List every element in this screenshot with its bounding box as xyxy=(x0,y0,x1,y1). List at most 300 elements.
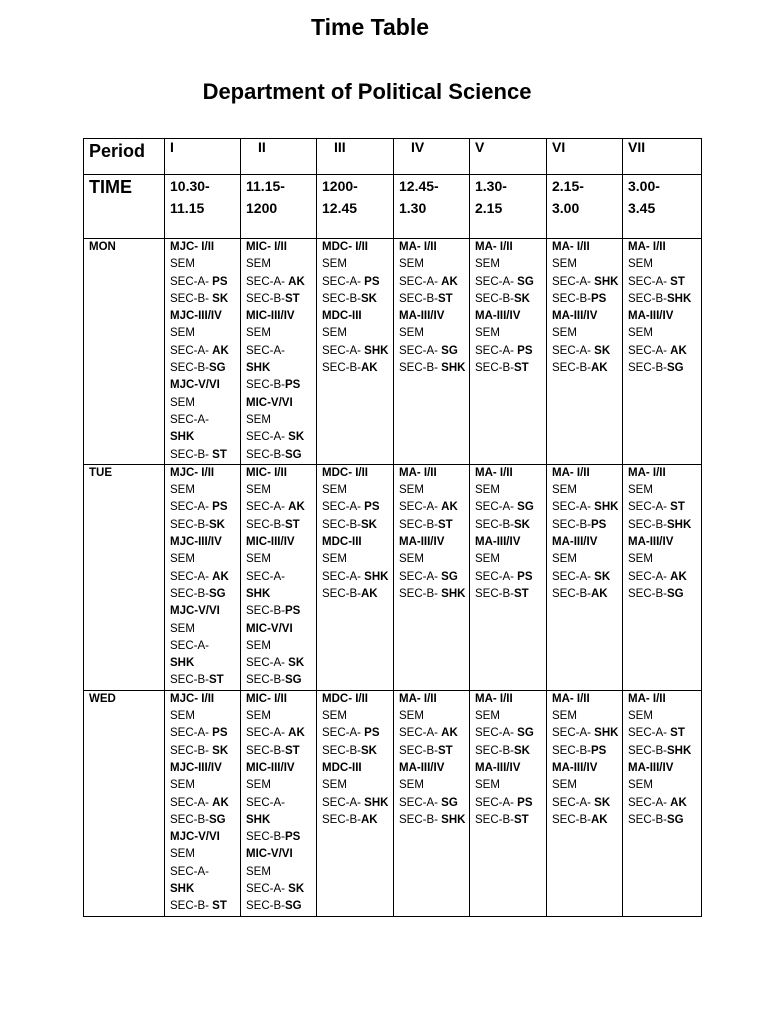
teacher-code: AK xyxy=(590,813,608,826)
schedule-text: SEC-B- xyxy=(552,292,591,305)
teacher-code: ST xyxy=(437,292,453,305)
schedule-text: SEC-A- xyxy=(170,865,209,878)
teacher-code: PS xyxy=(284,605,301,618)
schedule-line xyxy=(628,777,701,794)
teacher-code: MA- I/II xyxy=(552,466,590,479)
schedule-line xyxy=(246,760,316,777)
teacher-code: PS xyxy=(517,570,533,583)
schedule-line xyxy=(322,308,393,325)
schedule-text: SEC-A- xyxy=(399,344,442,357)
schedule-line xyxy=(246,325,316,342)
schedule-text: SEC-B- xyxy=(246,900,285,913)
schedule-line xyxy=(322,360,393,377)
schedule-text: SEM xyxy=(246,327,271,340)
teacher-code: SK xyxy=(288,431,305,444)
schedule-text: SEM xyxy=(170,327,195,340)
time-label: TIME xyxy=(84,175,165,239)
schedule-line xyxy=(628,274,701,291)
schedule-text: SEC-A- xyxy=(552,570,595,583)
time-row xyxy=(84,175,702,239)
teacher-code: AK xyxy=(212,796,229,809)
schedule-line xyxy=(552,256,622,273)
schedule-text: SEC-A- xyxy=(628,727,671,740)
schedule-text: SEC-A- xyxy=(246,727,289,740)
time-slot-line: 1.30- xyxy=(475,178,507,194)
schedule-text: SEC-A- xyxy=(170,639,209,652)
period-cell: IV xyxy=(394,139,470,175)
time-slot-line: 1.30 xyxy=(399,200,427,216)
schedule-text: SEC-A- xyxy=(246,275,289,288)
schedule-text: SEC-B- xyxy=(246,518,285,531)
schedule-text: SEC-B- xyxy=(475,518,514,531)
schedule-line xyxy=(552,291,622,308)
schedule-line xyxy=(552,308,622,325)
schedule-text: SEC-B- xyxy=(552,518,591,531)
teacher-code: SHK xyxy=(666,518,692,531)
schedule-text: SEM xyxy=(322,710,347,723)
teacher-code: MIC- I/II xyxy=(246,241,287,253)
schedule-line xyxy=(170,898,240,915)
teacher-code: AK xyxy=(212,344,229,357)
time-slot-line: 11.15 xyxy=(170,200,205,216)
schedule-line xyxy=(552,569,622,586)
teacher-code: MJC-V/VI xyxy=(170,379,220,392)
schedule-line xyxy=(399,517,469,534)
teacher-code: AK xyxy=(441,275,458,288)
schedule-line xyxy=(399,551,469,568)
teacher-code: ST xyxy=(513,362,529,375)
schedule-text: SEM xyxy=(552,710,577,723)
schedule-text: SEC-B- xyxy=(628,292,667,305)
schedule-text: SEM xyxy=(322,327,347,340)
schedule-line xyxy=(399,777,469,794)
teacher-code: MIC- I/II xyxy=(246,692,287,705)
schedule-text: SEC-A- xyxy=(475,501,518,514)
schedule-text: SEC-B- xyxy=(399,587,442,600)
schedule-line xyxy=(170,743,240,760)
time-slot-line: 1200- xyxy=(322,178,358,194)
schedule-text: SEC-B- xyxy=(475,813,514,826)
schedule-line xyxy=(170,517,240,534)
schedule-line xyxy=(475,239,546,256)
schedule-line xyxy=(170,655,240,672)
schedule-cell xyxy=(547,690,623,916)
teacher-code: PS xyxy=(590,744,607,757)
teacher-code: MA- I/II xyxy=(475,692,513,705)
schedule-line xyxy=(170,325,240,342)
schedule-text: SEM xyxy=(322,553,347,566)
schedule-line xyxy=(628,517,701,534)
teacher-code: ST xyxy=(284,518,300,531)
schedule-line xyxy=(322,291,393,308)
day-label: TUE xyxy=(84,464,165,690)
teacher-code: SHK xyxy=(594,501,619,514)
schedule-line xyxy=(246,708,316,725)
schedule-text: SEC-B- xyxy=(170,292,213,305)
schedule-text: SEC-B- xyxy=(170,744,213,757)
schedule-line xyxy=(246,274,316,291)
schedule-cell xyxy=(394,464,470,690)
teacher-code: SG xyxy=(666,813,684,826)
schedule-cell xyxy=(470,464,547,690)
schedule-text: SEC-A- xyxy=(170,275,213,288)
period-cell: V xyxy=(470,139,547,175)
schedule-text: SEC-A- xyxy=(399,501,442,514)
teacher-code: SG xyxy=(208,813,226,826)
schedule-text: SEC-B- xyxy=(322,587,361,600)
teacher-code: MA-III/IV xyxy=(399,761,445,774)
schedule-text: SEM xyxy=(399,710,424,723)
schedule-text: SEM xyxy=(246,865,271,878)
schedule-line xyxy=(170,672,240,689)
teacher-code: SHK xyxy=(364,796,389,809)
schedule-line xyxy=(399,482,469,499)
schedule-text: SEM xyxy=(246,710,271,723)
schedule-line xyxy=(246,898,316,915)
schedule-cell xyxy=(317,690,394,916)
teacher-code: MJC-V/VI xyxy=(170,605,220,618)
schedule-text: SEC-A- xyxy=(399,275,442,288)
schedule-text: SEM xyxy=(399,484,424,497)
schedule-line xyxy=(246,256,316,273)
schedule-line xyxy=(475,743,546,760)
schedule-line xyxy=(552,725,622,742)
schedule-text: SEC-B- xyxy=(399,362,442,375)
schedule-line xyxy=(399,725,469,742)
period-cell: I xyxy=(165,139,241,175)
schedule-text: SEC-A- xyxy=(170,727,213,740)
schedule-text: SEC-A- xyxy=(170,501,213,514)
schedule-line xyxy=(170,621,240,638)
schedule-line xyxy=(170,603,240,620)
schedule-line xyxy=(170,586,240,603)
schedule-text: SEC-B- xyxy=(628,587,667,600)
schedule-line xyxy=(170,429,240,446)
schedule-line xyxy=(322,743,393,760)
schedule-line xyxy=(399,256,469,273)
schedule-text: SEC-B- xyxy=(246,292,285,305)
time-slot-line: 10.30- xyxy=(170,178,210,194)
teacher-code: MA-III/IV xyxy=(475,761,521,774)
time-slot-line: 1200 xyxy=(246,200,278,216)
schedule-line xyxy=(322,465,393,482)
schedule-text: SEC-A- xyxy=(552,501,595,514)
teacher-code: PS xyxy=(364,275,380,288)
schedule-text: SEC-A- xyxy=(475,275,518,288)
time-slot-cell xyxy=(623,175,702,239)
day-row xyxy=(84,239,702,465)
teacher-code: SG xyxy=(208,587,226,600)
schedule-line xyxy=(246,343,316,360)
teacher-code: MA- I/II xyxy=(628,241,666,253)
schedule-text: SEM xyxy=(246,484,271,497)
schedule-line xyxy=(475,465,546,482)
schedule-line xyxy=(170,725,240,742)
schedule-line xyxy=(475,517,546,534)
schedule-cell xyxy=(470,239,547,465)
schedule-text: SEC-A- xyxy=(552,344,595,357)
schedule-line xyxy=(322,586,393,603)
schedule-line xyxy=(246,482,316,499)
teacher-code: SG xyxy=(666,587,684,600)
schedule-line xyxy=(399,586,469,603)
schedule-line xyxy=(246,517,316,534)
schedule-line xyxy=(322,708,393,725)
teacher-code: AK xyxy=(441,501,458,514)
schedule-line xyxy=(170,239,240,256)
schedule-text: SEM xyxy=(170,484,195,497)
teacher-code: MA-III/IV xyxy=(399,310,445,323)
schedule-line xyxy=(399,743,469,760)
time-slot-cell xyxy=(165,175,241,239)
teacher-code: PS xyxy=(364,727,380,740)
schedule-line xyxy=(399,708,469,725)
schedule-line xyxy=(475,343,546,360)
schedule-line xyxy=(246,499,316,516)
schedule-line xyxy=(322,239,393,256)
schedule-cell xyxy=(241,239,317,465)
schedule-line xyxy=(322,343,393,360)
schedule-line xyxy=(475,256,546,273)
teacher-code: MJC-V/VI xyxy=(170,831,220,844)
schedule-text: SEM xyxy=(475,710,500,723)
schedule-line xyxy=(246,777,316,794)
schedule-line xyxy=(628,482,701,499)
schedule-line xyxy=(246,291,316,308)
schedule-line xyxy=(628,725,701,742)
schedule-line xyxy=(170,812,240,829)
teacher-code: PS xyxy=(517,344,533,357)
teacher-code: MA- I/II xyxy=(475,466,513,479)
teacher-code: MA-III/IV xyxy=(628,536,674,549)
schedule-cell xyxy=(547,239,623,465)
schedule-text: SEM xyxy=(399,258,424,271)
schedule-line xyxy=(628,551,701,568)
period-label: Period xyxy=(84,139,165,175)
schedule-text: SEM xyxy=(322,779,347,792)
schedule-line xyxy=(170,482,240,499)
teacher-code: SG xyxy=(284,448,302,461)
period-header-row xyxy=(84,139,702,175)
teacher-code: SK xyxy=(513,518,530,531)
teacher-code: SK xyxy=(360,292,377,305)
time-slot-cell xyxy=(394,175,470,239)
schedule-text: SEM xyxy=(170,553,195,566)
schedule-line xyxy=(475,777,546,794)
schedule-cell xyxy=(317,239,394,465)
schedule-line xyxy=(552,760,622,777)
schedule-text: SEC-B- xyxy=(399,744,438,757)
schedule-line xyxy=(170,377,240,394)
teacher-code: SG xyxy=(208,362,226,375)
teacher-code: PS xyxy=(284,379,301,392)
teacher-code: SG xyxy=(517,727,534,740)
schedule-text: SEM xyxy=(552,258,577,271)
schedule-line xyxy=(246,621,316,638)
teacher-code: ST xyxy=(212,900,227,913)
schedule-text: SEC-A- xyxy=(552,275,595,288)
schedule-line xyxy=(170,638,240,655)
teacher-code: SG xyxy=(441,570,458,583)
schedule-line xyxy=(399,691,469,708)
schedule-line xyxy=(246,534,316,551)
schedule-line xyxy=(475,725,546,742)
schedule-line xyxy=(475,708,546,725)
schedule-line xyxy=(170,864,240,881)
teacher-code: MIC- I/II xyxy=(246,466,287,479)
schedule-line xyxy=(475,551,546,568)
teacher-code: ST xyxy=(670,727,685,740)
schedule-line xyxy=(170,343,240,360)
schedule-text: SEC-B- xyxy=(628,362,667,375)
schedule-text: SEC-B- xyxy=(170,813,209,826)
schedule-line xyxy=(552,586,622,603)
schedule-line xyxy=(628,291,701,308)
schedule-text: SEM xyxy=(475,258,500,271)
schedule-line xyxy=(628,343,701,360)
schedule-line xyxy=(399,325,469,342)
teacher-code: ST xyxy=(284,744,300,757)
teacher-code: AK xyxy=(360,587,378,600)
schedule-text: SEC-B- xyxy=(552,587,591,600)
schedule-text: SEC-B- xyxy=(170,900,213,913)
schedule-line xyxy=(170,777,240,794)
day-row xyxy=(84,690,702,916)
schedule-cell xyxy=(623,464,702,690)
schedule-text: SEC-A- xyxy=(475,570,518,583)
schedule-text: SEC-B- xyxy=(399,292,438,305)
schedule-line xyxy=(552,708,622,725)
schedule-line xyxy=(475,534,546,551)
schedule-line xyxy=(170,551,240,568)
schedule-line xyxy=(475,691,546,708)
schedule-text: SEC-A- xyxy=(399,570,442,583)
schedule-text: SEC-A- xyxy=(322,727,365,740)
period-cell: III xyxy=(317,139,394,175)
teacher-code: SK xyxy=(208,518,225,531)
time-slot-line: 2.15- xyxy=(552,178,584,194)
schedule-text: SEC-A- xyxy=(246,657,289,670)
schedule-line xyxy=(170,760,240,777)
time-slot-cell xyxy=(547,175,623,239)
schedule-text: SEC-A- xyxy=(475,344,518,357)
teacher-code: MIC-III/IV xyxy=(246,310,295,323)
teacher-code: AK xyxy=(441,727,458,740)
schedule-line xyxy=(628,691,701,708)
schedule-line xyxy=(628,534,701,551)
schedule-line xyxy=(246,603,316,620)
teacher-code: MA- I/II xyxy=(399,466,437,479)
schedule-text: SEC-B- xyxy=(399,813,442,826)
schedule-line xyxy=(552,274,622,291)
timetable xyxy=(83,138,702,917)
schedule-line xyxy=(399,795,469,812)
teacher-code: SG xyxy=(441,796,458,809)
schedule-line xyxy=(170,395,240,412)
schedule-line xyxy=(628,239,701,256)
schedule-line xyxy=(552,534,622,551)
teacher-code: MA-III/IV xyxy=(399,536,445,549)
schedule-line xyxy=(322,325,393,342)
schedule-text: SEC-A- xyxy=(322,796,365,809)
schedule-line xyxy=(552,360,622,377)
schedule-line xyxy=(246,308,316,325)
teacher-code: MA- I/II xyxy=(475,241,513,253)
time-slot-line: 11.15- xyxy=(246,178,285,194)
teacher-code: MA-III/IV xyxy=(552,761,598,774)
schedule-text: SEC-A- xyxy=(322,344,365,357)
schedule-line xyxy=(170,534,240,551)
schedule-line xyxy=(170,360,240,377)
schedule-text: SEM xyxy=(170,848,195,861)
time-slot-cell xyxy=(470,175,547,239)
teacher-code: MA- I/II xyxy=(552,692,590,705)
schedule-line xyxy=(322,517,393,534)
schedule-line xyxy=(628,795,701,812)
schedule-line xyxy=(399,291,469,308)
day-row xyxy=(84,464,702,690)
schedule-line xyxy=(170,569,240,586)
teacher-code: MA-III/IV xyxy=(475,536,521,549)
schedule-text: SEC-A- xyxy=(246,570,285,583)
teacher-code: PS xyxy=(212,501,228,514)
teacher-code: MIC-V/VI xyxy=(246,396,293,409)
teacher-code: SG xyxy=(284,900,302,913)
schedule-line xyxy=(246,447,316,464)
schedule-text: SEC-A- xyxy=(170,344,213,357)
schedule-text: SEC-B- xyxy=(475,292,514,305)
schedule-line xyxy=(399,499,469,516)
teacher-code: PS xyxy=(212,275,228,288)
schedule-line xyxy=(552,343,622,360)
schedule-line xyxy=(322,534,393,551)
schedule-line xyxy=(475,812,546,829)
teacher-code: PS xyxy=(517,796,533,809)
teacher-code: SHK xyxy=(246,813,271,826)
schedule-text: SEC-B- xyxy=(475,587,514,600)
teacher-code: SHK xyxy=(441,587,466,600)
schedule-line xyxy=(322,482,393,499)
teacher-code: AK xyxy=(212,570,229,583)
schedule-line xyxy=(552,465,622,482)
schedule-line xyxy=(399,239,469,256)
schedule-line xyxy=(628,308,701,325)
schedule-line xyxy=(475,499,546,516)
teacher-code: MJC- I/II xyxy=(170,692,215,705)
schedule-cell xyxy=(623,690,702,916)
schedule-line xyxy=(552,691,622,708)
schedule-line xyxy=(246,395,316,412)
schedule-text: SEC-B- xyxy=(246,831,285,844)
schedule-cell xyxy=(241,464,317,690)
schedule-text: SEC-B- xyxy=(170,674,209,687)
teacher-code: MIC-V/VI xyxy=(246,622,293,635)
schedule-line xyxy=(246,846,316,863)
schedule-line xyxy=(475,586,546,603)
schedule-line xyxy=(399,274,469,291)
schedule-line xyxy=(628,743,701,760)
teacher-code: SHK xyxy=(246,587,271,600)
schedule-text: SEM xyxy=(170,779,195,792)
schedule-cell xyxy=(547,464,623,690)
schedule-text: SEC-A- xyxy=(246,344,285,357)
schedule-line xyxy=(322,795,393,812)
time-slot-line: 3.00 xyxy=(552,200,580,216)
schedule-line xyxy=(628,465,701,482)
schedule-line xyxy=(322,760,393,777)
schedule-text: SEC-B- xyxy=(246,674,285,687)
schedule-line xyxy=(246,829,316,846)
